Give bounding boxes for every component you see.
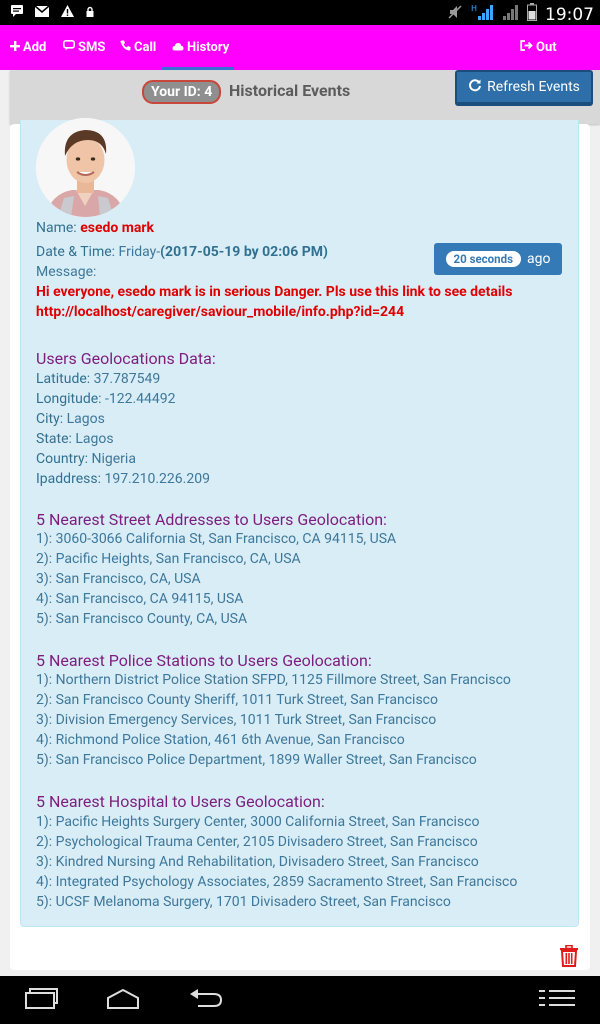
trash-icon	[559, 952, 579, 971]
menu-icon	[539, 995, 575, 1014]
geo-label: Longitude:	[36, 391, 102, 407]
elapsed-time-button[interactable]	[434, 243, 562, 275]
street-text: 3): San Francisco, CA, USA	[36, 571, 201, 587]
police-text: 2): San Francisco County Sheriff, 1011 Turk Street, San Francisco	[36, 692, 438, 708]
recent-apps-icon	[24, 995, 58, 1014]
page-title: Historical Events	[229, 81, 351, 100]
geo-value: Nigeria	[91, 451, 136, 467]
recent-apps-button[interactable]	[24, 986, 58, 1014]
battery-icon	[527, 3, 537, 26]
geo-label: City:	[36, 411, 64, 427]
geo-value: 197.210.226.209	[104, 471, 210, 487]
hospital-text: 4): Integrated Psychology Associates, 2859 Sacramento Street, San Francisco	[36, 874, 518, 890]
signal-h-icon	[471, 3, 493, 26]
hospital-text: 1): Pacific Heights Surgery Center, 3000 California Street, San Francisco	[36, 814, 480, 830]
warning-icon	[60, 4, 75, 23]
logout-icon	[520, 40, 533, 55]
cloud-icon	[172, 40, 184, 55]
street-item	[36, 549, 301, 569]
signal-icon	[501, 3, 519, 26]
nav-history[interactable]	[172, 25, 229, 70]
home-button[interactable]	[106, 986, 140, 1014]
nav-call-label: Call	[134, 40, 157, 55]
streets-title: 5 Nearest Street Addresses to Users Geolocation:	[36, 510, 387, 529]
police-text: 3): Division Emergency Services, 1011 Turk Street, San Francisco	[36, 712, 437, 728]
police-text: 4): Richmond Police Station, 461 6th Avenue, San Francisco	[36, 732, 405, 748]
sms-icon	[63, 40, 75, 55]
name-value: esedo mark	[80, 220, 154, 236]
chat-notification-icon	[10, 4, 24, 23]
user-id-badge: Your ID: 4	[142, 80, 221, 104]
hospital-text: 3): Kindred Nursing And Rehabilitation, Divisadero Street, San Francisco	[36, 854, 479, 870]
datetime-day: Friday-	[118, 244, 161, 260]
geo-value: Lagos	[66, 411, 105, 427]
top-navbar	[0, 25, 600, 70]
message-label: Message:	[36, 264, 97, 280]
phone-icon	[120, 40, 131, 55]
delete-event-button[interactable]	[559, 945, 579, 971]
message-text: Hi everyone, esedo mark is in serious Danger. Pls use this link to see details	[36, 284, 513, 300]
lock-icon	[85, 5, 95, 23]
geolocation-title: Users Geolocations Data:	[36, 349, 216, 368]
hospital-item	[36, 832, 478, 852]
police-item	[36, 710, 436, 730]
message-link[interactable]: http://localhost/caregiver/saviour_mobile/info.php?id=244	[36, 304, 405, 320]
nav-sms-label: SMS	[78, 40, 106, 55]
nav-logout-label: Out	[536, 40, 557, 55]
hospital-item	[36, 872, 517, 892]
mute-icon	[447, 4, 463, 25]
back-button[interactable]	[188, 986, 224, 1014]
hospital-text: 2): Psychological Trauma Center, 2105 Divisadero Street, San Francisco	[36, 834, 478, 850]
police-item	[36, 750, 477, 770]
status-bar	[0, 0, 600, 25]
back-icon	[188, 995, 224, 1014]
geolocation-row	[36, 409, 105, 429]
datetime-value: (2017-05-19 by 02:06 PM)	[160, 244, 328, 260]
geolocation-row	[36, 469, 210, 489]
event-datetime-row	[36, 242, 328, 262]
refresh-icon	[468, 78, 482, 96]
nav-add[interactable]	[10, 25, 46, 70]
name-label: Name:	[36, 220, 77, 236]
plus-icon	[10, 40, 20, 55]
hospital-item	[36, 852, 479, 872]
police-item	[36, 670, 511, 690]
street-item	[36, 569, 201, 589]
hospital-item	[36, 892, 451, 912]
street-item	[36, 609, 247, 629]
refresh-events-label: Refresh Events	[487, 79, 580, 95]
system-nav-bar	[0, 976, 600, 1024]
geo-label: Ipaddress:	[36, 471, 101, 487]
nav-logout[interactable]	[520, 25, 557, 70]
police-item	[36, 730, 405, 750]
street-text: 4): San Francisco, CA 94115, USA	[36, 591, 244, 607]
street-text: 1): 3060-3066 California St, San Francisco, CA 94115, USA	[36, 531, 397, 547]
street-text: 2): Pacific Heights, San Francisco, CA, USA	[36, 551, 301, 567]
avatar	[36, 118, 135, 217]
hospital-title: 5 Nearest Hospital to Users Geolocation:	[36, 792, 325, 811]
elapsed-badge: 20 seconds	[446, 251, 521, 267]
nav-history-label: History	[187, 40, 230, 55]
police-text: 1): Northern District Police Station SFPD, 1125 Fillmore Street, San Francisco	[36, 672, 511, 688]
geo-value: 37.787549	[93, 371, 161, 387]
event-name-row	[36, 218, 154, 238]
geolocation-row	[36, 389, 176, 409]
nav-call[interactable]	[120, 25, 156, 70]
geo-label: Country:	[36, 451, 89, 467]
police-text: 5): San Francisco Police Department, 1899 Waller Street, San Francisco	[36, 752, 477, 768]
refresh-events-button[interactable]	[455, 70, 593, 104]
datetime-label: Date & Time:	[36, 244, 116, 260]
mail-icon	[34, 5, 50, 23]
menu-button[interactable]	[539, 986, 575, 1014]
police-title: 5 Nearest Police Stations to Users Geolocation:	[36, 651, 372, 670]
geolocation-row	[36, 449, 136, 469]
hospital-text: 5): UCSF Melanoma Surgery, 1701 Divisadero Street, San Francisco	[36, 894, 451, 910]
geolocation-row	[36, 429, 114, 449]
street-text: 5): San Francisco County, CA, USA	[36, 611, 248, 627]
geo-value: Lagos	[75, 431, 114, 447]
nav-sms[interactable]	[63, 25, 105, 70]
page-header	[10, 70, 600, 124]
geo-value: -122.44492	[105, 391, 176, 407]
home-icon	[106, 995, 140, 1014]
clock: 19:07	[545, 4, 594, 25]
geo-label: Latitude:	[36, 371, 91, 387]
nav-add-label: Add	[23, 40, 47, 55]
geo-label: State:	[36, 431, 72, 447]
hospital-item	[36, 812, 479, 832]
geolocation-row	[36, 369, 160, 389]
street-item	[36, 589, 243, 609]
police-item	[36, 690, 438, 710]
elapsed-suffix: ago	[527, 251, 551, 267]
svg-text:H: H	[471, 4, 478, 13]
street-item	[36, 529, 396, 549]
